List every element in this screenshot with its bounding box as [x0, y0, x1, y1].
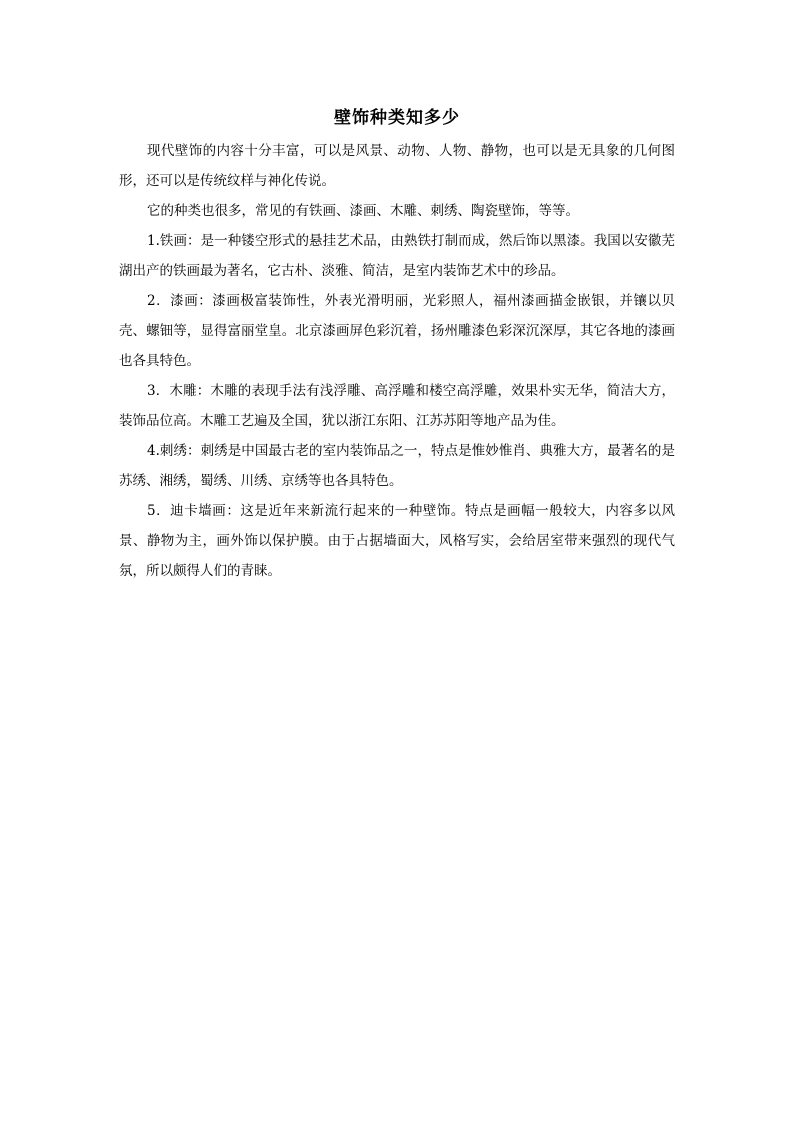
paragraph-lacquer-painting: 2．漆画：漆画极富装饰性，外表光滑明丽，光彩照人，福州漆画描金嵌银，并镶以贝壳、螺钿等，显得富丽堂皇。北京漆画屏色彩沉着，扬州雕漆色彩深沉深厚，其它各地的漆画也各具特色。	[119, 293, 675, 369]
paragraph-decal-mural: 5．迪卡墙画：这是近年来新流行起来的一种壁饰。特点是画幅一般较大，内容多以风景、静物为主，画外饰以保护膜。由于占据墙面大，风格写实，会给居室带来强烈的现代气氛，所以颇得人们的青睐。	[119, 503, 675, 579]
paragraph-iron-painting: 1.铁画：是一种镂空形式的悬挂艺术品，由熟铁打制而成，然后饰以黑漆。我国以安徽芜湖出产的铁画最为著名，它古朴、淡雅、简洁，是室内装饰艺术中的珍品。	[119, 233, 675, 279]
paragraph-types-overview: 它的种类也很多，常见的有铁画、漆画、木雕、刺绣、陶瓷壁饰，等等。	[147, 203, 579, 219]
paragraph-embroidery: 4.刺绣：刺绣是中国最古老的室内装饰品之一，特点是惟妙惟肖、典雅大方，最著名的是苏绣、湘绣，蜀绣、川绣、京绣等也各具特色。	[119, 443, 675, 489]
document-title: 壁饰种类知多少	[334, 108, 460, 128]
paragraph-wood-carving: 3．木雕：木雕的表现手法有浅浮雕、高浮雕和楼空高浮雕，效果朴实无华，简洁大方，装饰品位高。木雕工艺遍及全国，犹以浙江东阳、江苏苏阳等地产品为佳。	[119, 383, 675, 429]
document-body	[119, 104, 675, 586]
paragraph-intro: 现代壁饰的内容十分丰富，可以是风景、动物、人物、静物，也可以是无具象的几何图形，还可以是传统纹样与神化传说。	[119, 143, 675, 189]
